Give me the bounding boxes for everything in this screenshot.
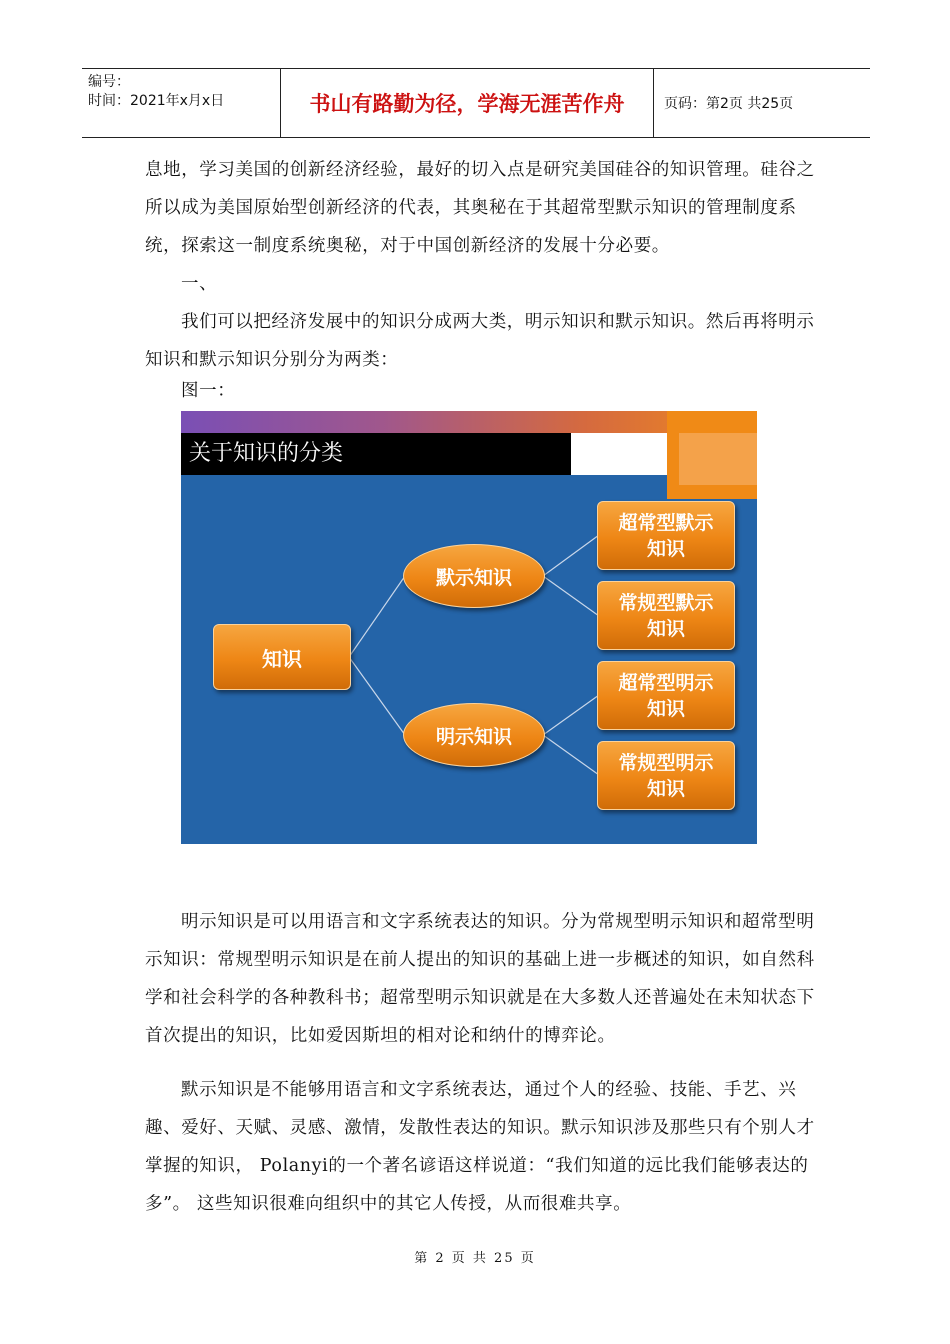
paragraph-explicit-knowledge: 明示知识是可以用语言和文字系统表达的知识。分为常规型明示知识和超常型明示知识：常规型明示知识是在前人提出的知识的基础上进一步概述的知识，如自然科学和社会科学的各种教科书；超常型明示知识就是在大多数人还普遍处在未知状态下首次提出的知识，比如爱因斯坦的相对论和纳什的博弈论。 xyxy=(145,912,815,1046)
connector-line xyxy=(543,735,599,775)
connector-line xyxy=(349,657,405,735)
node-conventional-explicit: 常规型明示知识 xyxy=(597,741,735,810)
node-tacit-knowledge: 默示知识 xyxy=(403,544,545,608)
paragraph-tacit-knowledge: 默示知识是不能够用语言和文字系统表达，通过个人的经验、技能、手艺、兴趣、爱好、天赋、灵感、激情，发散性表达的知识。默示知识涉及那些只有个别人才掌握的知识， Polanyi的一个著名谚语这样说道：“我们知道的远比我们能够表达的多”。 这些知识很难向组织中的其它人传授，从而很难共享。 xyxy=(145,1080,815,1214)
node-knowledge: 知识 xyxy=(213,624,351,690)
paragraph-intro: 息地，学习美国的创新经济经验，最好的切入点是研究美国硅谷的知识管理。硅谷之所以成为美国原始型创新经济的代表，其奥秘在于其超常型默示知识的管理制度系统，探索这一制度系统奥秘，对于中国创新经济的发展十分必要。 xyxy=(145,160,815,256)
connector-line xyxy=(543,576,599,616)
node-extraordinary-tacit: 超常型默示知识 xyxy=(597,501,735,570)
header-meta xyxy=(82,69,280,137)
node-extraordinary-explicit: 超常型明示知识 xyxy=(597,661,735,730)
section-heading-one: 一、 xyxy=(181,274,218,294)
header-page-info: 页码：第2页 共25页 xyxy=(664,96,794,112)
connector-line xyxy=(543,535,599,576)
paragraph-classification: 我们可以把经济发展中的知识分成两大类，明示知识和默示知识。然后再将明示知识和默示知识分别分为两类： xyxy=(145,312,815,370)
figure-label: 图一： xyxy=(181,381,236,401)
node-conventional-tacit: 常规型默示知识 xyxy=(597,581,735,650)
header-divider xyxy=(653,69,654,137)
document-date: 时间：2021年x月x日 xyxy=(88,93,225,109)
figure-title: 关于知识的分类 xyxy=(181,433,571,475)
node-explicit-knowledge: 明示知识 xyxy=(403,703,545,767)
connector-line xyxy=(543,695,599,735)
header-motto: 书山有路勤为径，学海无涯苦作舟 xyxy=(309,92,625,116)
knowledge-classification-figure xyxy=(181,411,757,844)
connector-line xyxy=(349,576,405,657)
page-header xyxy=(82,68,870,138)
page-footer: 第 2 页 共 25 页 xyxy=(414,1251,536,1266)
document-number-label: 编号： xyxy=(88,74,130,90)
